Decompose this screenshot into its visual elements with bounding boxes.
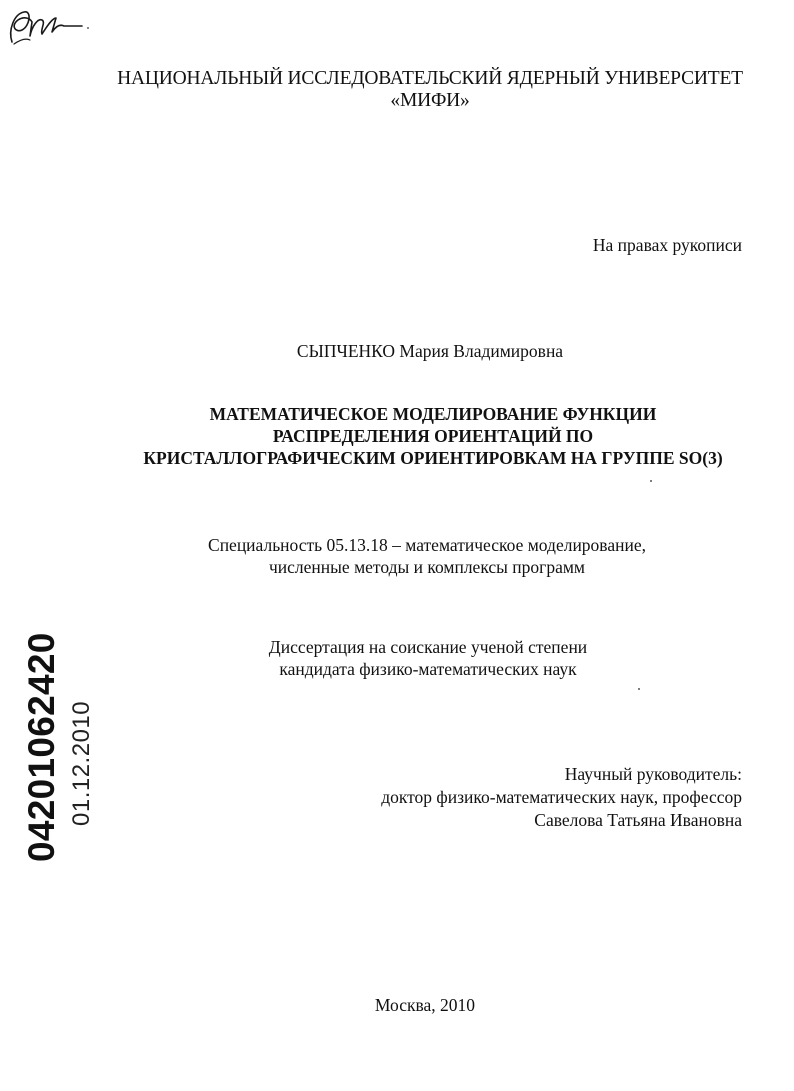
scientific-supervisor xyxy=(381,763,742,832)
handwritten-signature xyxy=(0,0,90,50)
speck xyxy=(638,688,640,690)
manuscript-rights: На правах рукописи xyxy=(592,235,742,255)
specialty-line-1: Специальность 05.13.18 – математическое моделирование, xyxy=(208,535,646,555)
title-line-3: КРИСТАЛЛОГРАФИЧЕСКИМ ОРИЕНТИРОВКАМ НА ГРУППЕ SO(3) xyxy=(143,448,723,468)
university-line-1: НАЦИОНАЛЬНЫЙ ИССЛЕДОВАТЕЛЬСКИЙ ЯДЕРНЫЙ УНИВЕРСИТЕТ xyxy=(117,68,743,89)
university-name xyxy=(60,68,794,112)
supervisor-label: Научный руководитель: xyxy=(564,764,742,784)
author-name: СЫПЧЕНКО Мария Владимировна xyxy=(296,341,564,361)
specialty-line-2: численные методы и комплексы программ xyxy=(269,557,585,577)
supervisor-credentials: доктор физико-математических наук, профессор xyxy=(381,787,742,807)
specialty xyxy=(0,534,794,578)
stamp-date: 01.12.2010 xyxy=(68,700,95,826)
degree-line-1: Диссертация на соискание ученой степени xyxy=(268,637,588,657)
degree-line-2: кандидата физико-математических наук xyxy=(279,659,577,679)
city-year: Москва, 2010 xyxy=(374,995,476,1015)
degree-statement xyxy=(0,636,794,680)
dissertation-title xyxy=(0,403,794,469)
title-line-2: РАСПРЕДЕЛЕНИЯ ОРИЕНТАЦИЙ ПО xyxy=(272,426,594,446)
title-line-1: МАТЕМАТИЧЕСКОЕ МОДЕЛИРОВАНИЕ ФУНКЦИИ xyxy=(209,404,657,424)
speck xyxy=(650,480,652,482)
supervisor-name: Савелова Татьяна Ивановна xyxy=(534,810,742,830)
university-line-2: «МИФИ» xyxy=(390,90,470,111)
stamp-number: 04201062420 xyxy=(21,632,62,862)
registration-stamp xyxy=(21,632,102,862)
